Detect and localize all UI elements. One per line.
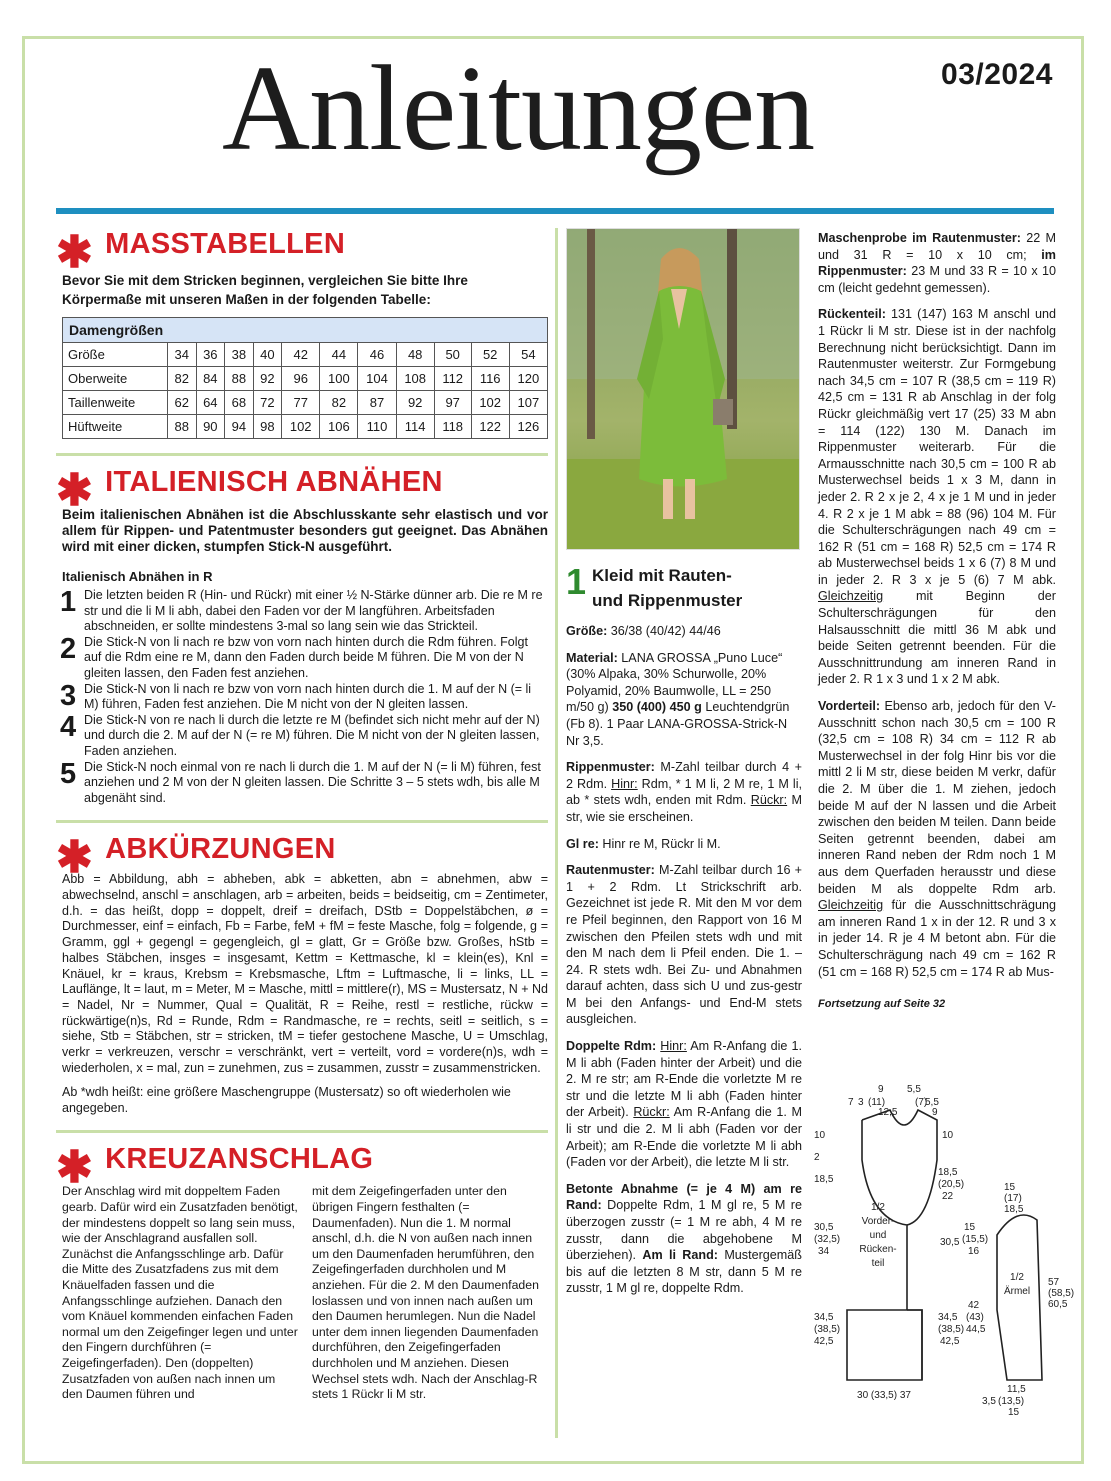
schematic-label: teil — [871, 1258, 885, 1269]
rippenmuster-info: Rippenmuster: M-Zahl teilbar durch 4 + 2 Rdm. Hinr: Rdm, * 1 M li, 2 M re, 1 M li, ab * stets wdh, enden mit Rdm. Rückr: M str, wie sie erscheinen. — [566, 760, 802, 824]
schematic-label: 30,5 — [940, 1237, 960, 1248]
table-cell: 52 — [471, 343, 509, 367]
table-cell: 40 — [253, 343, 282, 367]
asterisk-icon: ✱ — [56, 832, 94, 882]
table-cell: 106 — [320, 415, 358, 439]
glre-info: Gl re: Hinr re M, Rückr li M. — [566, 836, 721, 851]
schematic-label: 60,5 — [1048, 1299, 1068, 1310]
table-cell: 98 — [253, 415, 282, 439]
schematic-label: 34 — [818, 1246, 830, 1257]
table-cell: 50 — [434, 343, 471, 367]
schematic-label: 9 — [932, 1107, 938, 1118]
table-cell: 82 — [168, 367, 197, 391]
maschenprobe-info: Maschenprobe im Rautenmuster: 22 M und 31 R = 10 x 10 cm; im Rippenmuster: 23 M und 33 R = 10 x 10 cm (leicht gedehnt gemessen). — [818, 231, 1056, 295]
table-cell: 100 — [320, 367, 358, 391]
vorderteil-info: Vorderteil: Ebenso arb, jedoch für den V-Ausschnitt schon nach 30,5 cm = 100 R (32,5 cm = 108 R) 34 cm = 112 R ab Musterwechsel in der folg Hinr bis vor die mittl 2 li M str, diese beiden M verkr, dafür die 2. M über die 1. M ziehen, jedoch beide M auf der N lassen und die Arbeit zwischen den beiden M teilen. Dann beide Seiten getrennt beenden, dabei am inneren Rand neben der Rdm noch 1 M aus dem Querfaden herausstr und diese beiden M als doppelte Rdm arb. Gleichzeitig für die Ausschnittschrägung am inneren Rand 1 x in der 12. R und 3 x in jeder 14. R je 4 M betont abn. Für die Schulterschrägung nach 49 cm = 162 R (51 cm = 168 R) 52,5 cm = 174 R ab Mus- — [818, 699, 1056, 979]
table-cell: 116 — [471, 367, 509, 391]
step-item — [60, 679, 548, 713]
table-cell: 114 — [396, 415, 434, 439]
step-number: 3 — [60, 679, 77, 712]
italienisch-lead: Beim italienischen Abnähen ist die Abschlusskante sehr elastisch und vor allem für Rippen- und Patentmuster besonders gut geeignet. Das Abnähen wird mit einer dicken, stumpfen Stick-N ausgeführt. — [62, 507, 548, 554]
schematic-label: (20,5) — [938, 1179, 965, 1190]
table-cell: 92 — [253, 367, 282, 391]
schematic-label: 18,5 — [938, 1167, 958, 1178]
schematic-label: (38,5) — [938, 1324, 965, 1335]
table-cell: 54 — [509, 343, 547, 367]
doppelte-rdm-info: Doppelte Rdm: Hinr: Am R-Anfang die 1. M li abh (Faden hinter der Arbeit) und die 2. M re str; am R-Ende die vorletzte M re str und die letzte M li abh (Faden hinter der Arbeit). Rückr: Am R-Anfang die 1. M li str und die 2. M li abh (Faden vor der Arbeit); am R-Ende die vorletzte M li abh (Faden vor der Arbeit), die letzte M li str. — [566, 1039, 802, 1170]
schematic-label: 3 — [858, 1097, 864, 1108]
asterisk-icon: ✱ — [56, 227, 94, 277]
schematic-label: 18,5 — [814, 1174, 834, 1185]
section-divider — [56, 1130, 548, 1133]
schematic-label: 44,5 — [966, 1324, 986, 1335]
schematic-label: 3,5 — [982, 1396, 996, 1407]
schematic-label: 12,5 — [878, 1107, 898, 1118]
schematic-label: 18,5 — [1004, 1204, 1024, 1215]
table-cell: 120 — [509, 367, 547, 391]
italienisch-subheading: Italienisch Abnähen in R — [62, 569, 213, 584]
table-cell: 36 — [196, 343, 225, 367]
table-cell: 108 — [396, 367, 434, 391]
schematic-label: 11,5 — [1007, 1384, 1026, 1395]
title-line1: Kleid mit Rauten- — [592, 566, 732, 585]
step-number: 2 — [60, 632, 77, 665]
column-divider — [555, 228, 558, 1438]
table-row — [63, 415, 548, 439]
step-text: Die Stick-N von re nach li durch die letzte re M (befindet sich nicht mehr auf der N) und durch die 2. M auf der N (= re M) führen. Die M nicht von der N gleiten lassen, Faden anziehen. — [84, 712, 540, 758]
schematic-label: 42,5 — [940, 1336, 960, 1347]
table-cell: 82 — [320, 391, 358, 415]
table-row — [63, 343, 548, 367]
schematic-label: (38,5) — [814, 1324, 841, 1335]
schematic-label: 10 — [814, 1130, 826, 1141]
row-label: Hüftweite — [63, 415, 168, 439]
step-text: Die Stick-N von li nach re bzw von vorn nach hinten durch die 1. M auf der N (= li M) führen, Faden fest anziehen. Die M nicht von der N gleiten lassen. — [84, 681, 532, 712]
size-info: Größe: 36/38 (40/42) 44/46 — [566, 624, 721, 638]
step-item — [60, 757, 548, 807]
table-cell: 94 — [225, 415, 254, 439]
schematic-label: 7 — [848, 1097, 854, 1108]
step-item — [60, 588, 548, 635]
header-rule — [56, 208, 1054, 214]
schematic-label: 1/2 — [871, 1202, 885, 1213]
table-cell: 77 — [282, 391, 320, 415]
schematic-label: (43) — [966, 1312, 984, 1323]
table-cell: 107 — [509, 391, 547, 415]
table-cell: 87 — [358, 391, 396, 415]
schematic-label: (11) — [868, 1097, 886, 1108]
schematic-label: 15 — [1004, 1182, 1016, 1193]
page-title: Anleitungen — [222, 41, 815, 176]
table-title: Damengrößen — [63, 318, 548, 343]
kreuz-col1: Der Anschlag wird mit doppeltem Faden gearb. Dafür wird ein Zusatzfaden benötigt, der mindestens doppelt so lang sein muss, wie der Anschlagrand ausfallen soll. Zunächst die Anfangsschlinge arb. Dafür die Mitte des Zusatzfadens zus mit dem Knäuelfaden fassen und die Anfangsschlinge aufziehen. Danach den vom Knäuel kommenden einfachen Faden normal um den Zeigefinger legen und unter den Fingern durchführen (= Zeigefingerfaden). Den (doppelten) Zusatzfaden von außen nach innen um den Daumen führen und — [62, 1184, 298, 1402]
table-cell: 122 — [471, 415, 509, 439]
schematic-label: 34,5 — [814, 1312, 834, 1323]
schematic-label: (58,5) — [1048, 1288, 1074, 1299]
schematic-label: 9 — [878, 1084, 884, 1095]
asterisk-icon: ✱ — [56, 465, 94, 515]
schematic-label: 30,5 — [814, 1222, 834, 1233]
table-cell: 118 — [434, 415, 471, 439]
table-cell: 96 — [282, 367, 320, 391]
schematic-label: Rücken- — [859, 1244, 897, 1255]
schematic-label: (7) — [915, 1097, 928, 1108]
step-text: Die Stick-N noch einmal von re nach li durch die 1. M auf der N (= li M) führen, fest anziehen und 2 M von der N gleiten lassen. Die Schritte 3 – 5 stets wdh, bis alle M abgenäht sind. — [84, 759, 541, 805]
table-cell: 62 — [168, 391, 197, 415]
betonte-abnahme-info: Betonte Abnahme (= je 4 M) am re Rand: Doppelte Rdm, 1 M gl re, 5 M re überzogen zusstr (= 1 M re abh, 4 M re zusstr, dann die abgehobene M überziehen). Am li Rand: Mustergemäß bis auf die letzten 8 M str, dann 5 M re zusstr, 1 M gl re, doppelte Rdm. — [566, 1181, 802, 1296]
table-cell: 88 — [168, 415, 197, 439]
section-divider — [56, 453, 548, 456]
left-column — [56, 228, 548, 1403]
table-cell: 72 — [253, 391, 282, 415]
step-list — [56, 588, 548, 806]
section-divider — [56, 820, 548, 823]
schematic-label: 16 — [968, 1246, 980, 1257]
asterisk-icon: ✱ — [56, 1142, 94, 1192]
kreuzanschlag-text — [62, 1184, 548, 1402]
table-cell: 48 — [396, 343, 434, 367]
masstabellen-intro: Bevor Sie mit dem Stricken beginnen, vergleichen Sie bitte Ihre Körpermaße mit unseren Maßen in der folgenden Tabelle: — [62, 273, 468, 307]
section-kreuzanschlag: ✱ KREUZANSCHLAG — [56, 1142, 374, 1192]
schematic-label: 34,5 — [938, 1312, 958, 1323]
table-cell: 104 — [358, 367, 396, 391]
section-masstabellen: ✱ MASSTABELLEN — [56, 227, 346, 277]
continuation-note: Fortsetzung auf Seite 32 — [818, 998, 946, 1011]
table-cell: 97 — [434, 391, 471, 415]
table-cell: 34 — [168, 343, 197, 367]
step-number: 5 — [60, 757, 77, 790]
schematic-label: Ärmel — [1003, 1286, 1031, 1297]
abbreviations-text: Abb = Abbildung, abh = abheben, abk = abketten, abn = abnehmen, abw = abwechselnd, anschl = anschlagen, arb = arbeiten, beids = beidseitig, cm = Zentimeter, d.h. = das heißt, dopp = doppelt, dreif = dreifach, DStb = Doppelstäbchen, ø = Durchmesser, einf = einfach, Fb = Farbe, feM + fM = feste Masche, folg = folgende, g = Gramm, ggl + gegengl = gegengleich, gl = glatt, Gr = Größe bzw. Großes, hStb = halbes Stäbchen, insges = insgesamt, Kettm = Kettmasche, kl = klein(es), Knl = Knäuel, kr = kraus, Krebsm = Krebsmasche, Lftm = Luftmasche, li = links, LL = Lauflänge, lt = laut, m = Meter, M = Masche, mittl = mittlere(r), MS = Mustersatz, N + Nd = Nadel, Nr = Nummer, Qual = Qualität, R = Reihe, restl = restliche, rückw = rückwärtige(n)s, Rd = Runde, Rdm = Randmasche, re = rechts, seitl = seitlich, s = siehe, Stb = Stäbchen, str = stricken, tM = tiefer gestochene Masche, U = Umschlag, verkr = verkreuzen, verschr = verschränkt, vert = verteilt, vord = vordere(n)s, wdh = wiederholen, x = mal, zun = zunehmen, zus = zusammen, zusstr = zusammenstricken. — [62, 872, 548, 1075]
pattern-title — [566, 563, 802, 613]
table-cell: 90 — [196, 415, 225, 439]
schematic-label: 42 — [968, 1300, 980, 1311]
table-cell: 42 — [282, 343, 320, 367]
table-cell: 68 — [225, 391, 254, 415]
table-cell: 126 — [509, 415, 547, 439]
schematic-label: (32,5) — [814, 1234, 841, 1245]
schematic-label: 22 — [942, 1191, 954, 1202]
table-cell: 102 — [471, 391, 509, 415]
schematic-label: Vorder- — [861, 1216, 895, 1227]
schematic-label: 42,5 — [814, 1336, 834, 1347]
rautenmuster-info: Rautenmuster: M-Zahl teilbar durch 16 + 1 + 2 Rdm. Lt Strickschrift arb. Gezeichnet ist jede R. Mit den M vor dem re Pfeil beginnen, den Rapport von 16 M zwischen den Pfeilen stets wdh und mit den M nach dem li Pfeil enden. Die 1. – 24. R stets wdh. Bei Zu- und Abnahmen darauf achten, dass sich U und zus-gestr M bei den Anfangs- und End-M stets ausgleichen. — [566, 863, 802, 1027]
table-row — [63, 391, 548, 415]
step-number: 1 — [60, 586, 77, 618]
row-label: Oberweite — [63, 367, 168, 391]
schematic-label: 1/2 — [1010, 1272, 1024, 1283]
sleeve-outline — [997, 1215, 1042, 1380]
size-table — [62, 317, 548, 439]
schematic-label: und — [869, 1230, 887, 1241]
schematic-label: 57 — [1048, 1277, 1060, 1288]
schematic-label: (13,5) — [998, 1396, 1025, 1407]
schematic-label: 10 — [942, 1130, 954, 1141]
middle-column — [566, 228, 802, 1297]
abbreviations-note: Ab *wdh heißt: eine größere Maschengruppe (Mustersatz) so oft wiederholen wie angegeben. — [62, 1085, 511, 1116]
right-column — [818, 228, 1056, 1010]
step-text: Die letzten beiden R (Hin- und Rückr) mit einer ½ N-Stärke dünner arb. Die re M re str und die li M li abh, dabei den Faden vor der M langführen. Arbeitsfaden abschneiden, er sollte mindestens 3-mal so lang sein wie das Strickteil. — [84, 588, 543, 634]
table-cell: 46 — [358, 343, 396, 367]
row-label: Größe — [63, 343, 168, 367]
kreuz-col2: mit dem Zeigefingerfaden unter den übrigen Fingern festhalten (= Daumenfaden). Nun die 1. M normal anschl, d.h. die N von außen nach innen um den Daumenfaden herumführen, den Zeigefingerfaden durchholen und M anziehen. Für die 2. M den Daumenfaden loslassen und von innen nach außen um den Daumen herumlegen. Nun die Nadel unter dem innen liegenden Daumenfaden durchführen, den Zeigefingerfaden durchholen und M anziehen. Diesen Wechsel stets wdh. Nach der Anschlag-R stets 1 Rückr li M str. — [312, 1184, 539, 1402]
issue-number: 03/2024 — [941, 58, 1053, 91]
material-info: Material: LANA GROSSA „Puno Luce“ (30% Alpaka, 30% Schurwolle, 20% Polyamid, 20% Baumwolle, LL = 250 m/50 g) 350 (400) 450 g Leuchtendgrün (Fb 8). 1 Paar LANA-GROSSA-Strick-N Nr 3,5. — [566, 650, 790, 748]
rueckenteil-info: Rückenteil: 131 (147) 163 M anschl und 1 Rückr li M str. Diese ist in der nachfolg Berechnung nicht berücksichtigt. Dann im Rautenmuster weiterstr. Zur Formgebung nach 34,5 cm = 107 R (38,5 cm = 119 R) 42,5 cm = 131 R ab Anschlag in der folg Rückr gleichmäßig vert 17 (25) 33 M abn = 114 (122) 130 M. Danach im Rippenmuster weiterarb. Für die Armausschnitte nach 30,5 cm = 100 R ab Musterwechsel beids 1 x 3 M, dann in jeder 2. R 2 x je 2, 4 x je 1 M und in jeder 4. R 2 x je 1 M abk = 88 (96) 104 M. Für die Schulterschrägungen nach 49 cm = 162 R (51 cm = 168 R) 52,5 cm = 174 R ab Musterwechsel beids 1 x 6 (7) 8 M und in jeder 2. R 3 x je 5 (6) 7 M abk. Gleichzeitig mit Beginn der Schulterschrägungen für den Halsausschnitt die mittl 36 M abk und beide Seiten getrennt beenden. Für die Ausschnittrundung am inneren Rand in jeder 2. R 1 x 3 und 1 x 2 M abk. — [818, 307, 1056, 687]
step-item — [60, 632, 548, 682]
table-cell: 38 — [225, 343, 254, 367]
step-item — [60, 710, 548, 760]
table-cell: 112 — [434, 367, 471, 391]
schematic-label: (17) — [1004, 1193, 1022, 1204]
pattern-number: 1 — [566, 561, 587, 602]
title-line2: und Rippenmuster — [592, 591, 743, 610]
schematic-label: 15 — [1008, 1407, 1020, 1418]
row-label: Taillenweite — [63, 391, 168, 415]
schematic-label: 5,5 — [925, 1097, 939, 1108]
schematic-label: 5,5 — [907, 1084, 921, 1095]
schematic-label: (15,5) — [962, 1234, 989, 1245]
section-italienisch: ✱ ITALIENISCH ABNÄHEN — [56, 465, 443, 515]
table-cell: 88 — [225, 367, 254, 391]
schematic-label: 30 (33,5) 37 — [857, 1390, 911, 1401]
table-cell: 92 — [396, 391, 434, 415]
table-cell: 102 — [282, 415, 320, 439]
table-cell: 44 — [320, 343, 358, 367]
schematic-label: 2 — [814, 1152, 820, 1163]
table-cell: 110 — [358, 415, 396, 439]
table-cell: 84 — [196, 367, 225, 391]
schematic-label: 15 — [964, 1222, 976, 1233]
table-row — [63, 367, 548, 391]
section-abkuerzungen: ✱ ABKÜRZUNGEN — [56, 832, 336, 882]
table-cell: 64 — [196, 391, 225, 415]
step-text: Die Stick-N von li nach re bzw von vorn nach hinten durch die Rdm führen. Folgt auf die Rdm eine re M, dann den Faden durch beide M führen. Die M von der N gleiten lassen, den Faden fest anziehen. — [84, 634, 528, 680]
step-number: 4 — [60, 710, 77, 743]
pattern-schematic — [812, 1080, 1074, 1420]
model-photo — [566, 228, 800, 550]
